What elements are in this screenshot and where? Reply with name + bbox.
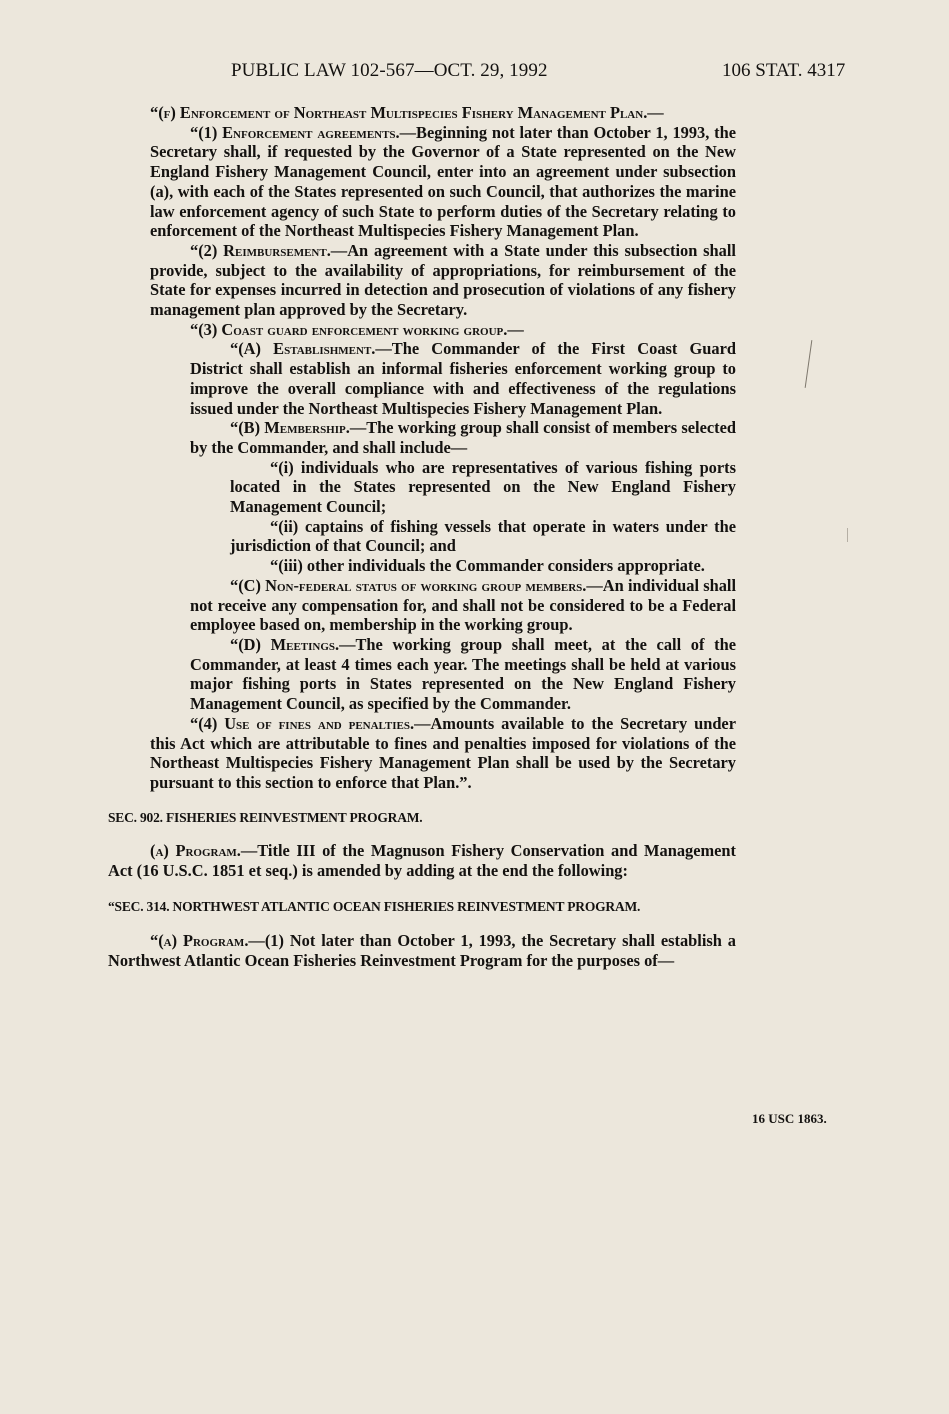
clause-iii: “(iii) other individuals the Commander considers appropriate. [270,556,705,576]
subparagraph-d-heading: “(D) Meetings. [230,634,340,654]
subparagraph-c-text: —An individual shall not receive any compensation for, and shall not be considered to be a Federal employee based on, membership in the working group. [190,575,737,635]
paragraph-2 [108,241,736,320]
section-314-subsection-a-heading: “(a) Program. [150,931,249,951]
running-header-title: PUBLIC LAW 102-567—OCT. 29, 1992 [231,60,548,81]
bleed-through-mark [805,340,813,388]
bleed-through-mark [847,528,848,542]
margin-citation-note: 16 USC 1863. [752,1111,827,1126]
subparagraph-d-text: —The working group shall meet, at the call of the Commander, at least 4 times each year. The meetings shall be held at various major fishing ports in States represented on the New England Fishery Management Council, as specified by the Commander. [190,634,736,714]
paragraph-3-heading: “(3) Coast guard enforcement working group.— [190,319,524,339]
paragraph-1 [108,123,736,241]
document-body [108,103,736,971]
paragraph-1-heading: “(1) Enforcement agreements. [190,122,400,142]
section-314-heading: “SEC. 314. NORTHWEST ATLANTIC OCEAN FISHERIES REINVESTMENT PROGRAM. [108,898,641,914]
paragraph-2-heading: “(2) Reimbursement. [190,240,331,260]
subsection-f-heading: “(f) Enforcement of Northeast Multispecies Fishery Management Plan.— [150,103,664,122]
paragraph-1-text: —Beginning not later than October 1, 1993, the Secretary shall, if requested by the Governor of a State represented on the New England Fishery Management Council, enter into an agreement under subsection (a), with each of the States represented on such Council, that authorizes the marine law enforcement agency of such State to perform duties of the Secretary relating to enforcement of the Northeast Multispecies Fishery Management Plan. [150,122,736,241]
section-314-subsection-a [108,931,736,970]
paragraph-2-text: —An agreement with a State under this subsection shall provide, subject to the availability of appropriations, for reimbursement of the State for expenses incurred in detection and prosecution of violations of any fishery management plan approved by the Secretary. [150,240,736,320]
subparagraph-a-text: —The Commander of the First Coast Guard District shall establish an informal fisheries enforcement working group to improve the overall compliance with and effectiveness of the regulations issued under the Northeast Multispecies Fishery Management Plan. [190,339,736,418]
section-902-subsection-a-heading: (a) Program. [150,841,241,861]
subparagraph-b [108,418,736,457]
section-902-subsection-a [108,841,736,880]
paragraph-4 [108,714,736,793]
subparagraph-d [108,635,736,714]
clause-ii: “(ii) captains of fishing vessels that operate in waters under the jurisdiction of that Council; and [230,516,736,556]
clause-i: “(i) individuals who are representatives of various fishing ports located in the States represented on the New England Fishery Management Council; [230,457,736,517]
section-902-heading: SEC. 902. FISHERIES REINVESTMENT PROGRAM. [108,809,423,825]
subparagraph-a [108,339,736,418]
subparagraph-a-heading: “(A) Establishment. [230,339,376,359]
subparagraph-b-heading: “(B) Membership. [230,418,350,438]
section-902-subsection-a-text: —Title III of the Magnuson Fishery Conservation and Management Act (16 U.S.C. 1851 et seq.) is amended by adding at the end the following: [108,841,736,881]
section-314-subsection-a-text: —(1) Not later than October 1, 1993, the Secretary shall establish a Northwest Atlantic Ocean Fisheries Reinvestment Program for the purposes of— [108,931,737,971]
subparagraph-c-heading: “(C) Non-federal status of working group members. [230,575,587,595]
subparagraph-c [108,576,736,635]
running-header-stat-page: 106 STAT. 4317 [722,60,846,81]
subparagraph-b-text: —The working group shall consist of members selected by the Commander, and shall include— [190,418,736,457]
paragraph-4-heading: “(4) Use of fines and penalties. [190,713,415,733]
paragraph-4-text: —Amounts available to the Secretary under this Act which are attributable to fines and penalties imposed for violations of the Northeast Multispecies Fishery Management Plan shall be used by the Secretary pursuant to this section to enforce that Plan.”. [150,713,736,792]
